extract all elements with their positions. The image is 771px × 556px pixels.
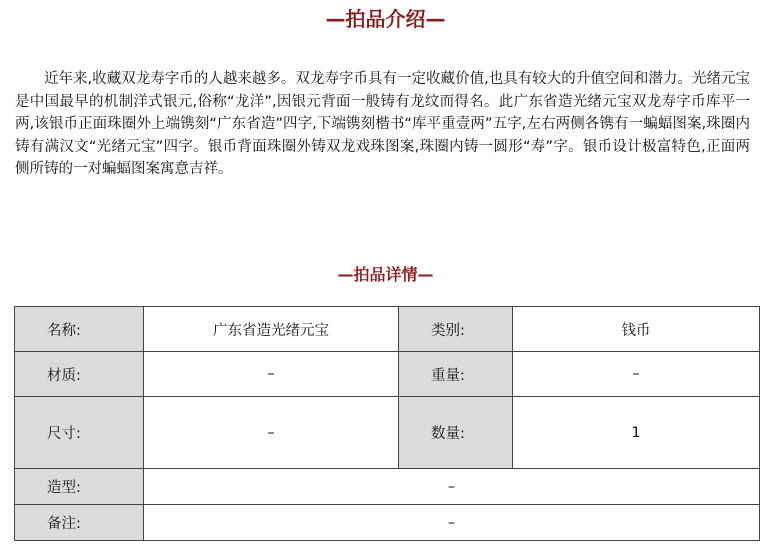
quantity-label: 数量: xyxy=(399,397,513,469)
material-label: 材质: xyxy=(15,352,144,397)
name-label: 名称: xyxy=(15,307,144,352)
weight-value: – xyxy=(513,352,760,397)
material-value: – xyxy=(144,352,399,397)
name-value: 广东省造光绪元宝 xyxy=(144,307,399,352)
size-value: – xyxy=(144,397,399,469)
weight-label: 重量: xyxy=(399,352,513,397)
table-row xyxy=(15,397,760,469)
shape-label: 造型: xyxy=(15,469,144,505)
details-section-title: —拍品详情— xyxy=(337,265,434,284)
shape-value: – xyxy=(144,469,760,505)
intro-section-title: —拍品介绍— xyxy=(325,7,446,31)
table-row xyxy=(15,307,760,352)
table-row xyxy=(15,505,760,541)
table-row xyxy=(15,352,760,397)
quantity-value: 1 xyxy=(513,397,760,469)
table-row xyxy=(15,469,760,505)
category-value: 钱币 xyxy=(513,307,760,352)
size-label: 尺寸: xyxy=(15,397,144,469)
details-table xyxy=(14,306,760,541)
notes-value: – xyxy=(144,505,760,541)
category-label: 类别: xyxy=(399,307,513,352)
notes-label: 备注: xyxy=(15,505,144,541)
intro-paragraph: 近年来,收藏双龙寿字币的人越来越多。双龙寿字币具有一定收藏价值,也具有较大的升值空间和潜力。光绪元宝是中国最早的机制洋式银元,俗称“龙洋”,因银元背面一般铸有龙纹而得名。此广东省造光绪元宝双龙寿字币库平一两,该银币正面珠圈外上端镌刻“广东省造”四字,下端镌刻楷书“库平重壹两”五字,左右两侧各镌有一蝙蝠图案,珠圈内铸有满汉文“光绪元宝”四字。银币背面珠圈外铸双龙戏珠图案,珠圈内铸一圆形“寿”字。银币设计极富特色,正面两侧所铸的一对蝙蝠图案寓意吉祥。 xyxy=(15,71,750,177)
